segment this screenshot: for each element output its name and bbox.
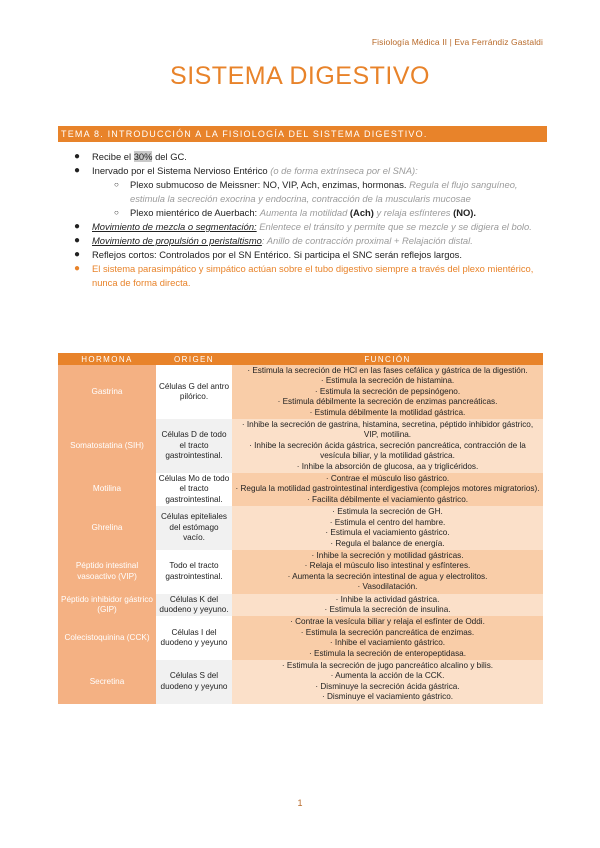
bullet-icon: ● xyxy=(74,151,81,162)
circle-bullet-icon: ○ xyxy=(114,180,119,189)
bullet-icon: ● xyxy=(74,221,81,232)
hormone-cell: Péptido inhibidor gástrico (GIP) xyxy=(58,594,156,617)
list-item: ● Recibe el 30% del GC. xyxy=(74,151,187,162)
page-title: SISTEMA DIGESTIVO xyxy=(170,62,430,90)
table-row xyxy=(58,506,543,550)
hormone-cell: Ghrelina xyxy=(58,506,156,550)
page-number: 1 xyxy=(297,798,303,808)
list-item: ● Reflejos cortos: Controlados por el SN Entérico. Si participa el SNC serán reflejos largos. xyxy=(74,249,462,260)
function-cell: · Inhibe la actividad gástrica. · Estimula la secreción de insulina. xyxy=(232,594,543,617)
hormone-table xyxy=(58,353,543,704)
origin-cell: Células Mo de todo el tracto gastrointestinal. xyxy=(156,473,232,506)
hormone-cell: Somatostatina (SIH) xyxy=(58,419,156,473)
table-row xyxy=(58,550,543,594)
list-item: ● Movimiento de propulsión o peristaltismo: Anillo de contracción proximal + Relajación distal. xyxy=(74,235,473,246)
origin-cell: Células G del antro pilórico. xyxy=(156,365,232,419)
origin-cell: Células D de todo el tracto gastrointestinal. xyxy=(156,419,232,473)
sub-list-item: ○ Plexo submucoso de Meissner: NO, VIP, Ach, enzimas, hormonas. Regula el flujo sanguíneo, estimula la secreción exocrina y endocrina, contracción de la muscularis mucosae xyxy=(114,179,518,204)
function-cell: · Estimula la secreción de HCl en las fases cefálica y gástrica de la digestión. · Estimula la secreción de histamina. · Estimula la secreción de pepsinógeno. · Estimula débilmente la secreción de enzimas pancreáticas. · Estimula débilmente la motilidad gástrica. xyxy=(232,365,543,419)
origin-cell: Células S del duodeno y yeyuno xyxy=(156,660,232,704)
table-row xyxy=(58,616,543,660)
origin-cell: Células K del duodeno y yeyuno. xyxy=(156,594,232,617)
document-header: Fisiología Médica II | Eva Ferrándiz Gastaldi xyxy=(371,37,543,47)
bullet-icon: ● xyxy=(74,235,81,246)
table-row xyxy=(58,594,543,617)
bullet-icon: ● xyxy=(74,263,81,274)
hormone-cell: Secretina xyxy=(58,660,156,704)
origin-cell: Células epiteliales del estómago vacío. xyxy=(156,506,232,550)
function-cell: · Inhibe la secreción de gastrina, histamina, secretina, péptido inhibidor gástrico, VIP, motilina. · Inhibe la secreción ácida gástrica, secreción pancreática, contracción de la vesícula biliar, y la motilidad gástrica. · Inhibe la absorción de glucosa, aa y triglicéridos. xyxy=(232,419,543,473)
column-header: HORMONA xyxy=(58,353,156,365)
section-heading: TEMA 8. INTRODUCCIÓN A LA FISIOLOGÍA DEL SISTEMA DIGESTIVO. xyxy=(58,126,547,142)
list-item: ● El sistema parasimpático y simpático actúan sobre el tubo digestivo siempre a través del plexo mientérico, nunca de forma directa. xyxy=(74,263,534,288)
bullet-icon: ● xyxy=(74,249,81,260)
table-row xyxy=(58,365,543,419)
hormone-cell: Motilina xyxy=(58,473,156,506)
circle-bullet-icon: ○ xyxy=(114,208,119,217)
origin-cell: Células I del duodeno y yeyuno xyxy=(156,616,232,660)
table-row xyxy=(58,419,543,473)
table-row xyxy=(58,660,543,704)
function-cell: · Estimula la secreción de GH. · Estimula el centro del hambre. · Estimula el vaciamiento gástrico. · Regula el balance de energía. xyxy=(232,506,543,550)
bullet-icon: ● xyxy=(74,165,81,176)
column-header: FUNCIÓN xyxy=(232,353,543,365)
function-cell: · Contrae la vesícula biliar y relaja el esfínter de Oddi. · Estimula la secreción pancreática de enzimas. · Inhibe el vaciamiento gástrico. · Estimula la secreción de enteropeptidasa. xyxy=(232,616,543,660)
hormone-cell: Péptido intestinal vasoactivo (VIP) xyxy=(58,550,156,594)
sub-list-item: ○ Plexo mientérico de Auerbach: Aumenta la motilidad (Ach) y relaja esfínteres (NO). xyxy=(114,207,477,218)
highlight: 30% xyxy=(133,151,153,162)
function-cell: · Inhibe la secreción y motilidad gástricas. · Relaja el músculo liso intestinal y esfínteres. · Aumenta la secreción intestinal de agua y electrolitos. · Vasodilatación. xyxy=(232,550,543,594)
table-header-row xyxy=(58,353,543,365)
column-header: ORIGEN xyxy=(156,353,232,365)
table-row xyxy=(58,473,543,506)
origin-cell: Todo el tracto gastrointestinal. xyxy=(156,550,232,594)
list-item: ● Inervado por el Sistema Nervioso Entérico (o de forma extrínseca por el SNA): xyxy=(74,165,418,176)
hormone-cell: Gastrina xyxy=(58,365,156,419)
bullet-list xyxy=(70,150,545,290)
hormone-cell: Colecistoquinina (CCK) xyxy=(58,616,156,660)
function-cell: · Contrae el músculo liso gástrico. · Regula la motilidad gastrointestinal interdigestiva (complejos motores migratorios). · Facilita débilmente el vaciamiento gástrico. xyxy=(232,473,543,506)
list-item: ● Movimiento de mezcla o segmentación: Enlentece el tránsito y permite que se mezcle y se digiera el bolo. xyxy=(74,221,532,232)
function-cell: · Estimula la secreción de jugo pancreático alcalino y bilis. · Aumenta la acción de la CCK. · Disminuye la secreción ácida gástrica. · Disminuye el vaciamiento gástrico. xyxy=(232,660,543,704)
